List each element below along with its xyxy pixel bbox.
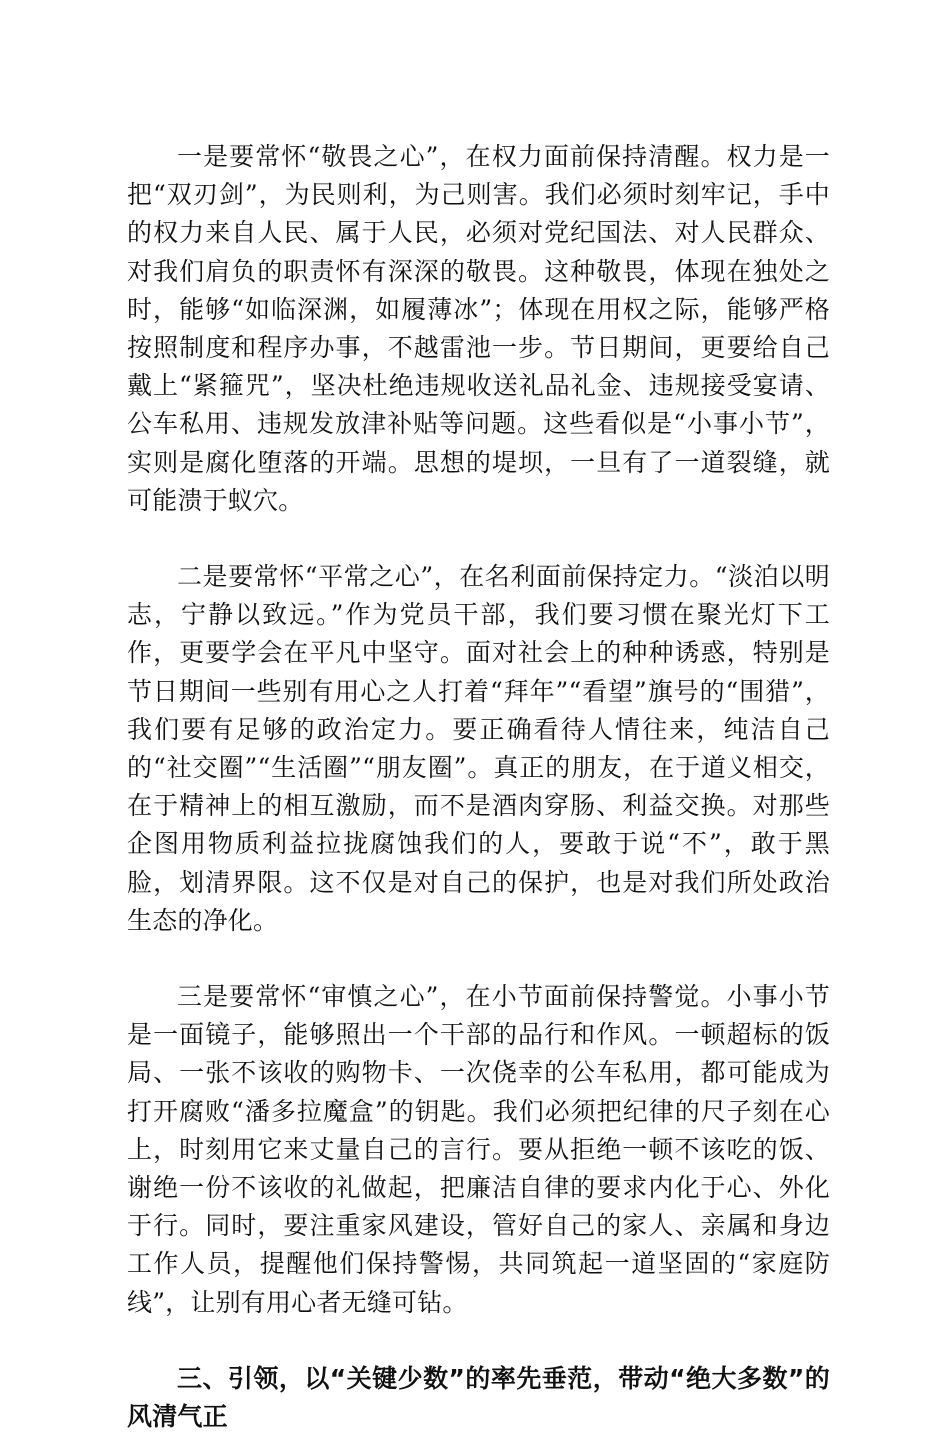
document-body [127, 138, 830, 1436]
paragraph-equanimity: 二是要常怀“平常之心”，在名利面前保持定力。“淡泊以明志，宁静以致远。”作为党员干部，我们要习惯在聚光灯下工作，更要学会在平凡中坚守。面对社会上的种种诱惑，特别是节日期间一些别有用心之人打着“拜年”“看望”旗号的“围猎”，我们要有足够的政治定力。要正确看待人情往来，纯洁自己的“社交圈”“生活圈”“朋友圈”。真正的朋友，在于道义相交，在于精神上的相互激励，而不是酒肉穿肠、利益交换。对那些企图用物质利益拉拢腐蚀我们的人，要敢于说“不”，敢于黑脸，划清界限。这不仅是对自己的保护，也是对我们所处政治生态的净化。 [127, 562, 830, 935]
paragraph-prudence: 三是要常怀“审慎之心”，在小节面前保持警觉。小事小节是一面镜子，能够照出一个干部的品行和作风。一顿超标的饭局、一张不该收的购物卡、一次侥幸的公车私用，都可能成为打开腐败“潘多拉魔盒”的钥匙。我们必须把纪律的尺子刻在心上，时刻用它来丈量自己的言行。要从拒绝一顿不该吃的饭、谢绝一份不该收的礼做起，把廉洁自律的要求内化于心、外化于行。同时，要注重家风建设，管好自己的家人、亲属和身边工作人员，提醒他们保持警惕，共同筑起一道坚固的“家庭防线”，让别有用心者无缝可钻。 [127, 982, 830, 1317]
section-heading: 三、引领，以“关键少数”的率先垂范，带动“绝大多数”的风清气正 [127, 1363, 830, 1432]
paragraph-awe: 一是要常怀“敬畏之心”，在权力面前保持清醒。权力是一把“双刃剑”，为民则利，为己则害。我们必须时刻牢记，手中的权力来自人民、属于人民，必须对党纪国法、对人民群众、对我们肩负的职责怀有深深的敬畏。这种敬畏，体现在独处之时，能够“如临深渊，如履薄冰”；体现在用权之际，能够严格按照制度和程序办事，不越雷池一步。节日期间，更要给自己戴上“紧箍咒”，坚决杜绝违规收送礼品礼金、违规接受宴请、公车私用、违规发放津补贴等问题。这些看似是“小事小节”，实则是腐化堕落的开端。思想的堤坝，一旦有了一道裂缝，就可能溃于蚁穴。 [127, 142, 830, 515]
